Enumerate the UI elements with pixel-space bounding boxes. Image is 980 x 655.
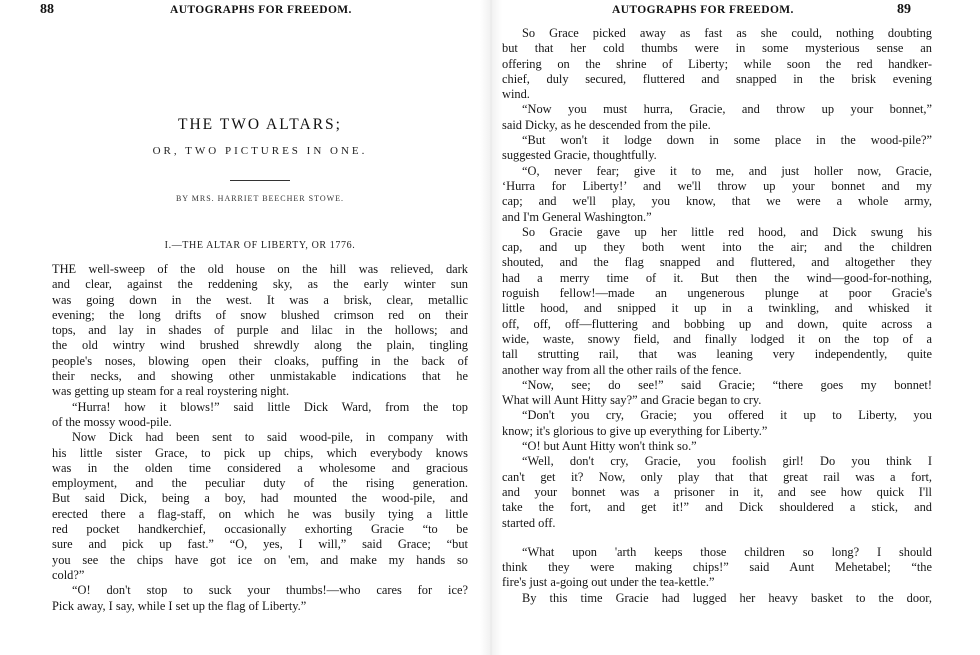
- text-line: sure and pick up fast.” “O, yes, I will,” said Grace; “but: [52, 537, 468, 552]
- text-line: and your bonnet was a prisoner in it, and see how quick I'll: [502, 484, 932, 499]
- text-line: chief, duly secured, fluttered and snapped in the brisk evening: [502, 71, 932, 86]
- text-line: had a merry time of it. But then the wind—good-for-nothing,: [502, 270, 932, 285]
- left-page-number: 88: [40, 2, 54, 17]
- text-line: suggested Gracie, thoughtfully.: [502, 148, 657, 163]
- story-title: THE TWO ALTARS;: [178, 116, 342, 133]
- text-line: “Hurra! how it blows!” said little Dick Ward, from the top: [72, 399, 468, 414]
- text-line: “Now, see; do see!” said Gracie; “there goes my bonnet!: [522, 377, 932, 392]
- text-line: the old wintry wind brushed shrewdly along the plain, tingling: [52, 338, 468, 353]
- right-page: [492, 0, 980, 655]
- text-line: cap, and up they both went into the air; and the children: [502, 240, 932, 255]
- text-line: ‘Hurra for Liberty!’ and we'll throw up your bonnet and my: [502, 178, 932, 193]
- text-line: their necks, and showing other unmistakable indications that he: [52, 369, 468, 384]
- text-line: fire's just a-going out under the tea-kettle.”: [502, 575, 715, 590]
- text-line: cap; and we'll play, you know, that we were a whole army,: [502, 194, 932, 209]
- text-line: What will Aunt Hitty say?” and Gracie began to cry.: [502, 393, 762, 408]
- text-line: “Well, don't cry, Gracie, you foolish girl! Do you think I: [522, 454, 932, 469]
- text-line: tall strutting rail, that was leaning very independently, quite: [502, 347, 932, 362]
- text-line: “But won't it lodge down in some place in the wood-pile?”: [522, 133, 932, 148]
- text-line: So Gracie gave up her little red hood, and Dick swung his: [522, 224, 932, 239]
- author-byline: BY MRS. HARRIET BEECHER STOWE.: [175, 194, 345, 203]
- text-line: “Now you must hurra, Gracie, and throw up your bonnet,”: [522, 102, 932, 117]
- text-line: cold?”: [52, 567, 85, 582]
- text-line: “What upon 'arth keeps those children so long? I should: [522, 544, 932, 559]
- right-body-text: [502, 26, 932, 606]
- text-line: take the fort, and get it!” and Dick shouldered a stick, and: [502, 500, 932, 515]
- text-line: started off.: [502, 515, 556, 530]
- text-line: off, off, off—fluttering and bobbing up and down, quite across a: [502, 316, 932, 331]
- text-line: So Grace picked away as fast as she could, nothing doubting: [522, 26, 932, 40]
- text-line: tops, and lay in shades of purple and lilac in the hollows; and: [52, 323, 468, 338]
- text-line: know; it's glorious to give up everything for Liberty.”: [502, 423, 768, 438]
- text-line: can't get it? Now, only play that that great rail was a fort,: [502, 469, 932, 484]
- text-line: little hood, and snipped it up in a twinkling, and whisked it: [502, 301, 932, 316]
- text-line: said Dicky, as he descended from the pile.: [502, 117, 711, 132]
- text-line: was in the olden time considered a wholesome and gracious: [52, 460, 468, 475]
- text-line: erected there a flag-staff, on which he was busily tying a little: [52, 506, 468, 521]
- text-line: “O! don't stop to suck your thumbs!—who cares for ice?: [72, 583, 468, 598]
- text-line: wind.: [502, 87, 530, 102]
- text-line: By this time Gracie had lugged her heavy basket to the door,: [522, 590, 932, 605]
- text-line: but that her cold thumbs were in some mysterious sense an: [502, 41, 932, 56]
- text-line: and clear, against the reddening sky, as the early winter sun: [52, 277, 468, 292]
- left-running-head: AUTOGRAPHS FOR FREEDOM.: [170, 4, 352, 16]
- text-line: red pocket handkerchief, occasionally exhorting Gracie “to be: [52, 522, 468, 537]
- text-line: was getting up steam for a real roystering night.: [52, 384, 290, 399]
- text-line: But said Dick, being a boy, had mounted the wood-pile, and: [52, 491, 468, 506]
- text-line: “Don't you cry, Gracie; you offered it up to Liberty, you: [522, 408, 932, 423]
- right-running-head: AUTOGRAPHS FOR FREEDOM.: [612, 4, 794, 16]
- text-line: “O! but Aunt Hitty won't think so.”: [522, 439, 697, 454]
- text-line: shouted, and the flag snapped and fluttered, and altogether they: [502, 255, 932, 270]
- text-line: of the mossy wood-pile.: [52, 414, 172, 429]
- text-line: employment, and the peculiar duty of the rising generation.: [52, 476, 468, 491]
- text-line: and I'm General Washington.”: [502, 209, 652, 224]
- right-page-number: 89: [897, 2, 911, 17]
- text-line: his little sister Grace, to pick up chips, which everybody knows: [52, 445, 468, 460]
- left-body-text: [52, 262, 468, 614]
- section-heading: I.—THE ALTAR OF LIBERTY, OR 1776.: [164, 240, 356, 251]
- text-line: was going down in the west. It was a brisk, clear, metallic: [52, 292, 468, 307]
- text-line: roguish fellow!—made an ungenerous plunge at poor Gracie's: [502, 286, 932, 301]
- text-line: another way from all the other rails of the fence.: [502, 362, 742, 377]
- text-line: Pick away, I say, while I set up the flag of Liberty.”: [52, 598, 307, 613]
- paragraph-gap: [502, 531, 932, 545]
- text-line: you see the chips have got ice on 'em, and make my hands so: [52, 552, 468, 567]
- text-line: wide, waste, snowy field, and finally lodged it on the top of a: [502, 331, 932, 346]
- text-line: people's noses, blowing open their cloaks, puffing in the back of: [52, 353, 468, 368]
- text-line: THE well-sweep of the old house on the hill was relieved, dark: [52, 262, 468, 276]
- text-line: think they were making chips!” said Aunt Mehetabel; “the: [502, 560, 932, 575]
- text-line: Now Dick had been sent to said wood-pile, in company with: [72, 430, 468, 445]
- text-line: “O, never fear; give it to me, and just holler now, Gracie,: [522, 163, 932, 178]
- title-rule: [230, 180, 290, 181]
- story-subtitle: OR, TWO PICTURES IN ONE.: [152, 145, 368, 157]
- text-line: offering on the shrine of Liberty; while soon the red handker-: [502, 56, 932, 71]
- text-line: evening; the long drifts of snow blushed crimson red on their: [52, 307, 468, 322]
- left-page: [0, 0, 488, 655]
